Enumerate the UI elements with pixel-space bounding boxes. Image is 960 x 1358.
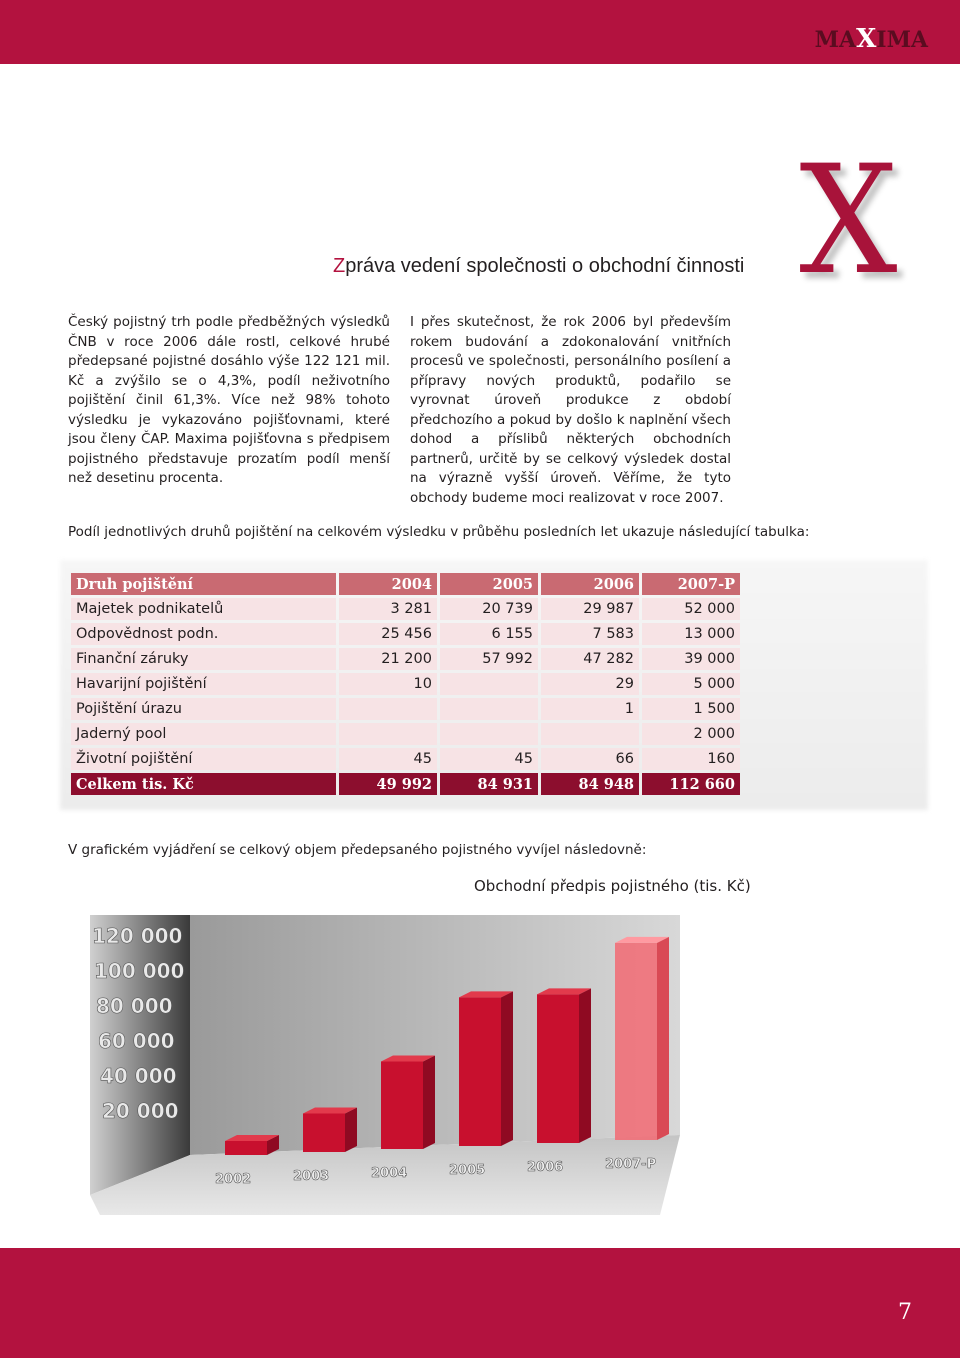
- table-cell: 45: [339, 748, 437, 770]
- y-tick-label: 100 000: [94, 959, 185, 983]
- paragraph-right: I přes skutečnost, že rok 2006 byl především rokem budování a zdokonalování vnitřních procesů ve společnosti, personálního posílení a přípravy nových produktů, podařilo se vyrovnat úroveň produkce z období předchozího a pokud by došlo k naplnění všech dohod a příslibů některých obchodních partnerů, určitě by se celkový výsledek dostal na výrazně vyšší úroveň. Věříme, že tyto obchody budeme moci realizovat v roce 2007.: [410, 314, 731, 506]
- table-cell: [440, 723, 538, 745]
- table-cell: 13 000: [642, 623, 740, 645]
- bar-front: [459, 997, 501, 1146]
- table-cell: 21 200: [339, 648, 437, 670]
- header-cell: 2006: [541, 573, 639, 595]
- table-cell: 57 992: [440, 648, 538, 670]
- x-tick-label: 2005: [449, 1163, 486, 1178]
- bar-side: [579, 988, 591, 1143]
- table-cell: Havarijní pojištění: [71, 673, 336, 695]
- table-row: [71, 748, 740, 770]
- x-tick-label: 2007-P: [605, 1157, 657, 1172]
- total-cell: 112 660: [642, 773, 740, 795]
- table-row: [71, 723, 740, 745]
- bar-2004: [381, 1056, 435, 1149]
- x-tick-label: 2004: [371, 1166, 408, 1181]
- table-cell: 45: [440, 748, 538, 770]
- table-cell: 2 000: [642, 723, 740, 745]
- table-cell: 5 000: [642, 673, 740, 695]
- header-cell: 2004: [339, 573, 437, 595]
- table-cell: Finanční záruky: [71, 648, 336, 670]
- x-tick-label: 2003: [293, 1169, 330, 1184]
- premium-bar-chart: [60, 895, 960, 1225]
- bar-front: [381, 1062, 423, 1149]
- y-tick-label: 20 000: [102, 1099, 179, 1123]
- table-cell: 10: [339, 673, 437, 695]
- table-row: [71, 623, 740, 645]
- y-tick-label: 40 000: [100, 1064, 177, 1088]
- table-cell: [440, 673, 538, 695]
- table-row: [71, 673, 740, 695]
- table-cell: 6 155: [440, 623, 538, 645]
- bar-side: [657, 937, 669, 1140]
- x-tick-label: 2002: [215, 1172, 252, 1187]
- bar-front: [615, 943, 657, 1140]
- table-row: [71, 698, 740, 720]
- x-tick-label: 2006: [527, 1160, 564, 1175]
- table-cell: [440, 698, 538, 720]
- bar-2002: [225, 1135, 279, 1155]
- maxima-logo: MAXIMA: [814, 24, 928, 54]
- y-tick-label: 60 000: [98, 1029, 175, 1053]
- chart-title: Obchodní předpis pojistného (tis. Kč): [474, 877, 751, 895]
- bar-side: [345, 1108, 357, 1153]
- table-cell: [339, 698, 437, 720]
- insurance-table: [68, 570, 743, 798]
- table-cell: Odpovědnost podn.: [71, 623, 336, 645]
- top-banner: [0, 0, 960, 64]
- table-header-row: [71, 573, 740, 595]
- total-cell: Celkem tis. Kč: [71, 773, 336, 795]
- table-cell: 7 583: [541, 623, 639, 645]
- table-row: [71, 648, 740, 670]
- bar-front: [303, 1114, 345, 1153]
- table-cell: 52 000: [642, 598, 740, 620]
- table-cell: Pojištění úrazu: [71, 698, 336, 720]
- table-cell: [541, 723, 639, 745]
- bar-side: [501, 991, 513, 1146]
- table-row: [71, 598, 740, 620]
- table-cell: 1 500: [642, 698, 740, 720]
- table-cell: 1: [541, 698, 639, 720]
- bar-2006: [537, 988, 591, 1143]
- table-cell: 3 281: [339, 598, 437, 620]
- graph-intro: V grafickém vyjádření se celkový objem předepsaného pojistného vyvíjel následovně:: [68, 842, 647, 858]
- header-cell: 2005: [440, 573, 538, 595]
- total-cell: 49 992: [339, 773, 437, 795]
- table-cell: 47 282: [541, 648, 639, 670]
- table-total-row: [71, 773, 740, 795]
- table-cell: 39 000: [642, 648, 740, 670]
- header-cell: 2007-P: [642, 573, 740, 595]
- y-tick-label: 120 000: [92, 924, 183, 948]
- table-cell: 29: [541, 673, 639, 695]
- bar-front: [225, 1141, 267, 1155]
- page-number: 7: [898, 1300, 912, 1325]
- table-cell: 25 456: [339, 623, 437, 645]
- table-intro: Podíl jednotlivých druhů pojištění na celkovém výsledku v průběhu posledních let ukazuje následující tabulka:: [68, 524, 810, 540]
- title-rest: práva vedení společnosti o obchodní činnosti: [345, 255, 745, 277]
- table-cell: 160: [642, 748, 740, 770]
- paragraph-left: Český pojistný trh podle předběžných výsledků ČNB v roce 2006 dále rostl, celkové hrubé předepsané pojistné dosáhlo výše 122 121 mil. Kč a zvýšilo se o 4,3%, podíl neživotního pojištění činil 61,3%. Více než 98% tohoto výsledku je vykazováno pojišťovnami, které jsou členy ČAP. Maxima pojišťovna s předpisem pojistného představuje prozatím podíl menší než desetinu procenta.: [68, 314, 390, 486]
- y-tick-label: 80 000: [96, 994, 173, 1018]
- decorative-x-letter: X: [799, 134, 898, 308]
- bar-side: [423, 1056, 435, 1149]
- bar-2007-P: [615, 937, 669, 1140]
- bar-2005: [459, 991, 513, 1146]
- total-cell: 84 948: [541, 773, 639, 795]
- bar-front: [537, 994, 579, 1143]
- total-cell: 84 931: [440, 773, 538, 795]
- chart-left-wall: [90, 915, 190, 1195]
- table-cell: Životní pojištění: [71, 748, 336, 770]
- title-initial: Z: [333, 255, 346, 277]
- table-cell: Majetek podnikatelů: [71, 598, 336, 620]
- page-title: [333, 255, 744, 278]
- bottom-banner: [0, 1248, 960, 1358]
- table-cell: [339, 723, 437, 745]
- table-cell: 66: [541, 748, 639, 770]
- table-cell: 20 739: [440, 598, 538, 620]
- table-cell: 29 987: [541, 598, 639, 620]
- bar-2003: [303, 1108, 357, 1153]
- header-cell: Druh pojištění: [71, 573, 336, 595]
- table-cell: Jaderný pool: [71, 723, 336, 745]
